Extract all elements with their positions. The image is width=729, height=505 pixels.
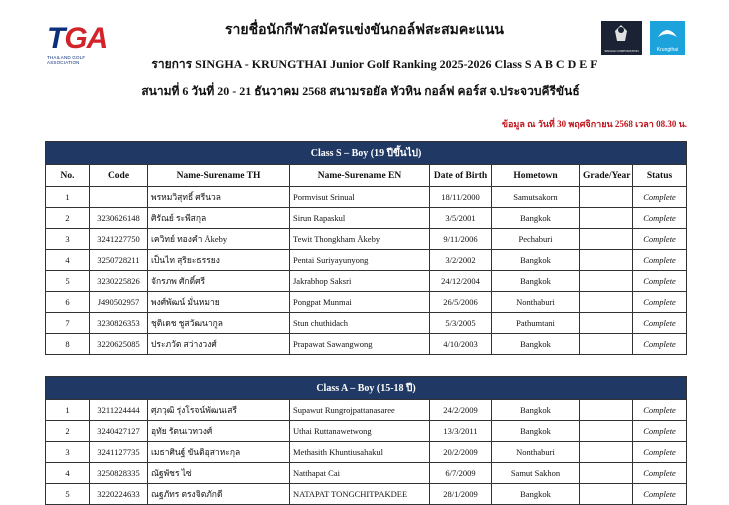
table-cell: Complete [633,442,687,463]
as-of-note: ข้อมูล ณ วันที่ 30 พฤศจิกายน 2568 เวลา 08.30 น. [501,119,687,129]
table-cell: Prapawat Sawangwong [290,334,430,355]
column-header: Date of Birth [430,165,492,187]
table-cell: 4 [46,250,90,271]
table-row [46,229,687,250]
table-cell: Bangkok [492,250,580,271]
table-cell: Pormvisut Srinual [290,187,430,208]
table-cell: Complete [633,400,687,421]
table-row [46,334,687,355]
table-cell: พงศ์พัฒน์ มั่นหมาย [148,292,290,313]
table-cell: จักรภพ ศักดิ์ศรี [148,271,290,292]
column-header: No. [46,165,90,187]
table-cell [580,484,633,505]
table-cell [580,313,633,334]
table-cell: 3/5/2001 [430,208,492,229]
table-cell: Samut Sakhon [492,463,580,484]
section-gap [46,362,687,369]
table-cell: Bangkok [492,208,580,229]
table-cell: 1 [46,187,90,208]
table-cell: Uthai Ruttanawetwong [290,421,430,442]
table-cell: 9/11/2006 [430,229,492,250]
table-cell: 7 [46,313,90,334]
table-cell: Complete [633,334,687,355]
table-cell: Nonthaburi [492,442,580,463]
column-header: Name-Surename TH [148,165,290,187]
table-cell: Complete [633,229,687,250]
table-cell: Pechaburi [492,229,580,250]
table-cell: 5 [46,484,90,505]
table-cell: Pathumtani [492,313,580,334]
table-cell: อุทัย รัตนเวทวงศ์ [148,421,290,442]
table-cell: Complete [633,292,687,313]
table-cell: Complete [633,421,687,442]
table-cell: J490502957 [90,292,148,313]
class-section-header [46,142,687,165]
table-cell: 3250728211 [90,250,148,271]
table-cell: Tewit Thongkham Åkeby [290,229,430,250]
table-cell: Complete [633,484,687,505]
table-cell: 5 [46,271,90,292]
table-cell: 6 [46,292,90,313]
table-row [46,250,687,271]
table-cell: Natthapat Cai [290,463,430,484]
table-cell: 3 [46,442,90,463]
class-section-title: Class S – Boy (19 ปีขึ้นไป) [46,142,687,165]
column-header: Code [90,165,148,187]
table-cell: 1 [46,400,90,421]
table-cell: Complete [633,187,687,208]
table-cell [580,187,633,208]
class-section-header [46,377,687,400]
table-cell: 24/12/2004 [430,271,492,292]
table-cell: 3250828335 [90,463,148,484]
column-header: Grade/Year [580,165,633,187]
table-row [46,400,687,421]
table-cell: 28/1/2009 [430,484,492,505]
table-cell: Bangkok [492,271,580,292]
table-cell: 3241127735 [90,442,148,463]
table-cell: 2 [46,421,90,442]
table-cell [580,442,633,463]
table-cell: 4/10/2003 [430,334,492,355]
krungthai-logo: Krungthai [650,21,685,55]
table-cell [580,271,633,292]
table-cell [580,208,633,229]
tga-logo-caption: THAILAND GOLF ASSOCIATION [47,55,86,65]
table-cell: Nonthaburi [492,292,580,313]
table-cell: 3/2/2002 [430,250,492,271]
table-cell: 2 [46,208,90,229]
table-cell [580,334,633,355]
table-cell: Jakrabhop Saksri [290,271,430,292]
table-cell: Bangkok [492,484,580,505]
table-cell: เป็นไท สุริยะธรรยง [148,250,290,271]
table-cell [580,229,633,250]
table-cell: เมธาศินฐ์ ขันติอุสาหะกุล [148,442,290,463]
table-cell: ศิรัณย์ ระพีสกุล [148,208,290,229]
table-row [46,313,687,334]
tga-logo: TGA THAILAND GOLF ASSOCIATION [47,24,119,64]
column-header: Name-Surename EN [290,165,430,187]
table-cell: 18/11/2000 [430,187,492,208]
table-cell: 3230826353 [90,313,148,334]
venue-line: สนามที่ 6 วันที่ 20 - 21 ธันวาคม 2568 สนามรอยัล หัวหิน กอล์ฟ คอร์ส จ.ประจวบคีรีขันธ์ [141,84,580,98]
table-cell [580,463,633,484]
table-row [46,187,687,208]
page-subtitle: รายการ SINGHA - KRUNGTHAI Junior Golf Ranking 2025-2026 Class S A B C D E F [151,57,598,71]
table-row [46,484,687,505]
table-cell: Bangkok [492,400,580,421]
page-title: รายชื่อนักกีฬาสมัครแข่งขันกอล์ฟสะสมคะแนน [225,23,504,38]
table-cell: 20/2/2009 [430,442,492,463]
table-cell: 4 [46,463,90,484]
table-cell: ณัฐพัชร ไซ่ [148,463,290,484]
table-cell: พรหมวิสุทธิ์ ศรีนวล [148,187,290,208]
participants-table [45,141,687,505]
table-cell: 3241227750 [90,229,148,250]
table-cell: Samutsakorn [492,187,580,208]
section-gap [46,369,687,377]
table-cell: 24/2/2009 [430,400,492,421]
table-cell: 5/3/2005 [430,313,492,334]
table-cell: ศุภวุฒิ รุ่งโรจน์พัฒนเสรี [148,400,290,421]
table-cell: ณฐภัทร ตรงจิตภักดี [148,484,290,505]
table-cell: 26/5/2006 [430,292,492,313]
table-cell: Pongpat Munmai [290,292,430,313]
table-cell: 3 [46,229,90,250]
table-cell: 3211224444 [90,400,148,421]
table-cell: Complete [633,208,687,229]
table-cell: Sirun Rapaskul [290,208,430,229]
table-row [46,208,687,229]
column-header: Status [633,165,687,187]
table-cell [580,421,633,442]
table-cell: Stun chuthidach [290,313,430,334]
table-cell: 3220625085 [90,334,148,355]
table-cell: Bangkok [492,421,580,442]
column-header-row [46,165,687,187]
table-cell: ชุติเดช ชูสวัฒนากูล [148,313,290,334]
table-cell: Complete [633,250,687,271]
class-section-title: Class A – Boy (15-18 ปี) [46,377,687,400]
table-cell: Bangkok [492,334,580,355]
column-header: Hometown [492,165,580,187]
table-row [46,271,687,292]
table-cell: 3220224633 [90,484,148,505]
table-cell: Methasith Khuntiusahakul [290,442,430,463]
table-row [46,421,687,442]
table-cell: 3230626148 [90,208,148,229]
table-row [46,292,687,313]
table-cell: Pentai Suriyayunyong [290,250,430,271]
section-gap [46,355,687,363]
table-cell: Complete [633,271,687,292]
table-cell [580,400,633,421]
table-cell [90,187,148,208]
table-cell [580,250,633,271]
table-cell: 3240427127 [90,421,148,442]
table-cell: 3230225826 [90,271,148,292]
table-cell: 13/3/2011 [430,421,492,442]
table-cell: Complete [633,463,687,484]
table-cell [580,292,633,313]
table-cell: Complete [633,313,687,334]
table-row [46,442,687,463]
table-cell: 6/7/2009 [430,463,492,484]
table-cell: ประภวัต สว่างวงศ์ [148,334,290,355]
table-row [46,463,687,484]
table-cell: NATAPAT TONGCHITPAKDEE [290,484,430,505]
table-cell: เควิทย์ ทองคำ Åkeby [148,229,290,250]
table-cell: 8 [46,334,90,355]
singha-logo: SINGHA CORPORATION [601,21,642,55]
table-cell: Supawut Rungrojpattanasaree [290,400,430,421]
